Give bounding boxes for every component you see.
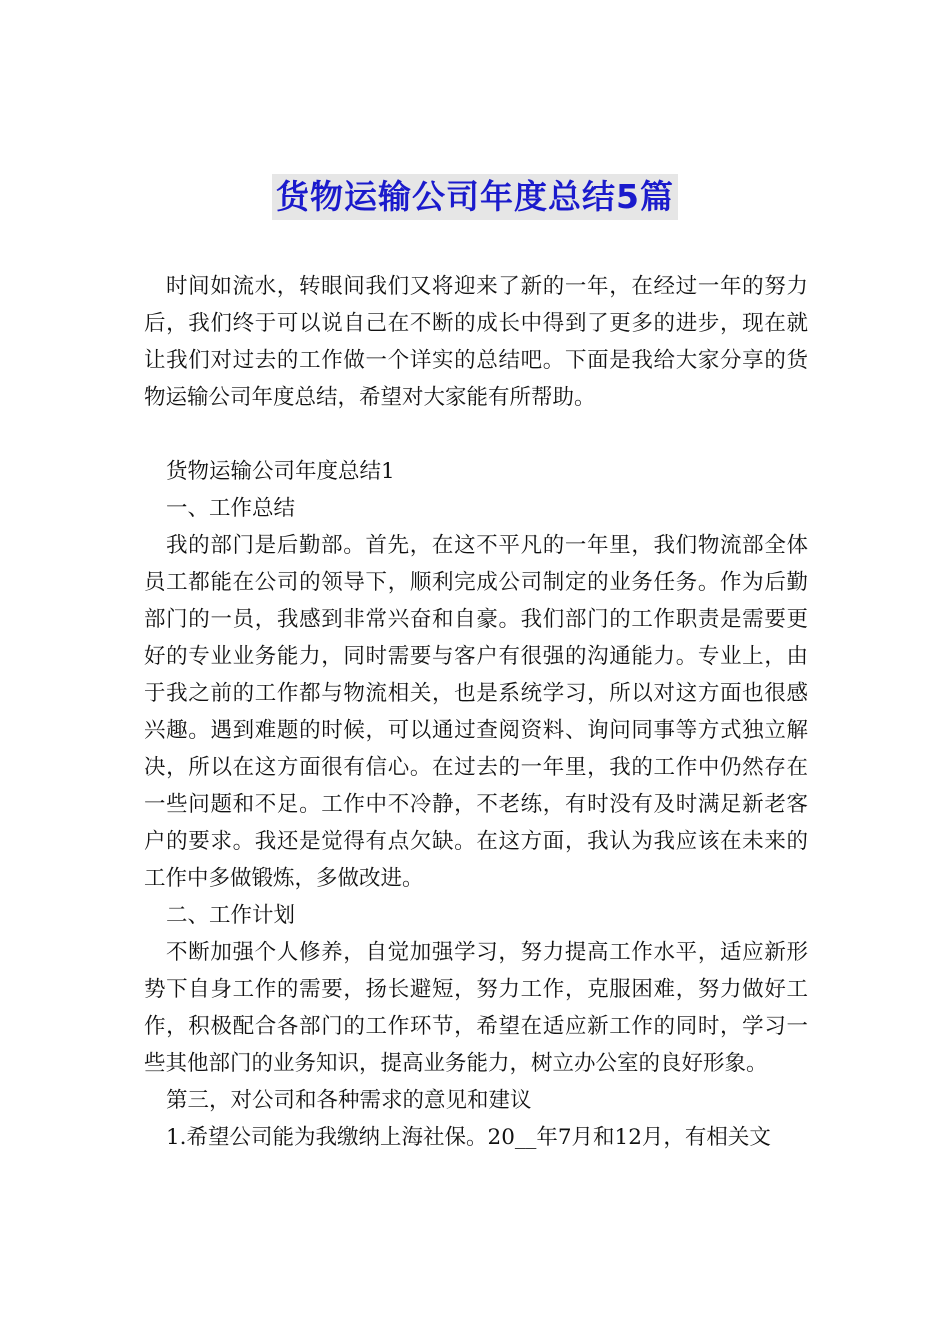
paragraph-gap: [144, 416, 808, 453]
heading-suggestions: 第三，对公司和各种需求的意见和建议: [166, 1088, 532, 1113]
intro-paragraph: 时间如流水，转眼间我们又将迎来了新的一年，在经过一年的努力后，我们终于可以说自己在不断的成长中得到了更多的进步，现在就让我们对过去的工作做一个详实的总结吧。下面是我给大家分享的货物运输公司年度总结，希望对大家能有所帮助。: [144, 274, 808, 410]
heading-work-plan: 二、工作计划: [166, 903, 296, 928]
heading-work-summary: 一、工作总结: [166, 496, 296, 521]
paragraph-work-summary: 我的部门是后勤部。首先，在这不平凡的一年里，我们物流部全体员工都能在公司的领导下，顺利完成公司制定的业务任务。作为后勤部门的一员，我感到非常兴奋和自豪。我们部门的工作职责是需要更好的专业业务能力，同时需要与客户有很强的沟通能力。专业上，由于我之前的工作都与物流相关，也是系统学习，所以对这方面也很感兴趣。遇到难题的时候，可以通过查阅资料、询问同事等方式独立解决，所以在这方面很有信心。在过去的一年里，我的工作中仍然存在一些问题和不足。工作中不冷静，不老练，有时没有及时满足新老客户的要求。我还是觉得有点欠缺。在这方面，我认为我应该在未来的工作中多做锻炼，多做改进。: [144, 533, 808, 891]
paragraph-suggestions: 1.希望公司能为我缴纳上海社保。20__年7月和12月，有相关文: [166, 1125, 771, 1150]
section-title: 货物运输公司年度总结1: [166, 459, 395, 484]
paragraph-work-plan: 不断加强个人修养，自觉加强学习，努力提高工作水平，适应新形势下自身工作的需要，扬长避短，努力工作，克服困难，努力做好工作，积极配合各部门的工作环节，希望在适应新工作的同时，学习一些其他部门的业务知识，提高业务能力，树立办公室的良好形象。: [144, 940, 808, 1076]
document-body: [144, 268, 808, 1156]
document-title: 货物运输公司年度总结5篇: [272, 174, 678, 220]
title-wrap: [0, 174, 950, 220]
